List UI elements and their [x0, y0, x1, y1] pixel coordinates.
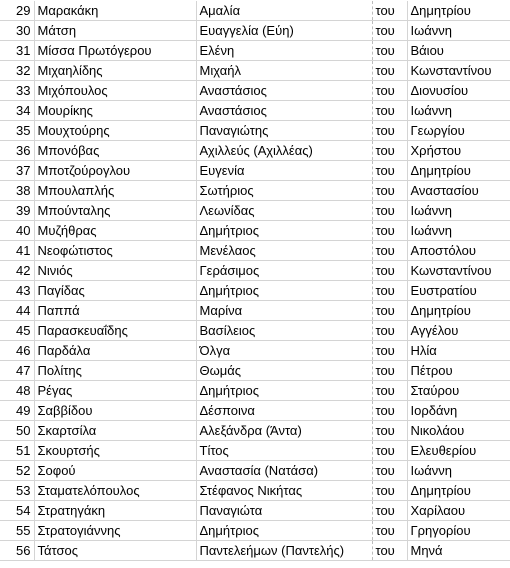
relation-cell[interactable]: του	[372, 61, 407, 81]
father-name-cell[interactable]: Αποστόλου	[407, 241, 510, 261]
relation-cell[interactable]: του	[372, 201, 407, 221]
first-name-cell[interactable]: Παναγιώτης	[196, 121, 372, 141]
surname-cell[interactable]: Μπονόβας	[34, 141, 196, 161]
first-name-cell[interactable]: Όλγα	[196, 341, 372, 361]
relation-cell[interactable]: του	[372, 361, 407, 381]
relation-cell[interactable]: του	[372, 421, 407, 441]
first-name-cell[interactable]: Τίτος	[196, 441, 372, 461]
father-name-cell[interactable]: Δημητρίου	[407, 301, 510, 321]
relation-cell[interactable]: του	[372, 341, 407, 361]
father-name-cell[interactable]: Χαρίλαου	[407, 501, 510, 521]
first-name-cell[interactable]: Δέσποινα	[196, 401, 372, 421]
relation-cell[interactable]: του	[372, 441, 407, 461]
table-row	[0, 221, 510, 241]
relation-cell[interactable]: του	[372, 541, 407, 561]
father-name-cell[interactable]: Γεωργίου	[407, 121, 510, 141]
surname-cell[interactable]: Σταματελόπουλος	[34, 481, 196, 501]
row-number-cell[interactable]: 49	[0, 401, 34, 421]
first-name-cell[interactable]: Δημήτριος	[196, 221, 372, 241]
row-number-cell[interactable]: 33	[0, 81, 34, 101]
first-name-cell[interactable]: Αναστάσιος	[196, 81, 372, 101]
relation-cell[interactable]: του	[372, 481, 407, 501]
surname-cell[interactable]: Μπούνταλης	[34, 201, 196, 221]
relation-cell[interactable]: του	[372, 381, 407, 401]
table-row	[0, 421, 510, 441]
surname-cell[interactable]: Νεοφώτιστος	[34, 241, 196, 261]
father-name-cell[interactable]: Χρήστου	[407, 141, 510, 161]
surname-cell[interactable]: Στρατογιάννης	[34, 521, 196, 541]
relation-cell[interactable]: του	[372, 161, 407, 181]
first-name-cell[interactable]: Αλεξάνδρα (Άντα)	[196, 421, 372, 441]
row-number-cell[interactable]: 40	[0, 221, 34, 241]
first-name-cell[interactable]: Ευαγγελία (Εύη)	[196, 21, 372, 41]
surname-cell[interactable]: Τάτσος	[34, 541, 196, 561]
father-name-cell[interactable]: Σταύρου	[407, 381, 510, 401]
first-name-cell[interactable]: Ευγενία	[196, 161, 372, 181]
first-name-cell[interactable]: Μενέλαος	[196, 241, 372, 261]
table-row	[0, 301, 510, 321]
surname-cell[interactable]: Μιχαηλίδης	[34, 61, 196, 81]
relation-cell[interactable]: του	[372, 41, 407, 61]
table-row	[0, 81, 510, 101]
row-number-cell[interactable]: 44	[0, 301, 34, 321]
first-name-cell[interactable]: Παντελεήμων (Παντελής)	[196, 541, 372, 561]
row-number-cell[interactable]: 52	[0, 461, 34, 481]
relation-cell[interactable]: του	[372, 261, 407, 281]
first-name-cell[interactable]: Δημήτριος	[196, 281, 372, 301]
table-row	[0, 261, 510, 281]
table-row	[0, 41, 510, 61]
first-name-cell[interactable]: Λεωνίδας	[196, 201, 372, 221]
table-row	[0, 101, 510, 121]
table-row	[0, 281, 510, 301]
row-number-cell[interactable]: 53	[0, 481, 34, 501]
surname-cell[interactable]: Μάτση	[34, 21, 196, 41]
surname-cell[interactable]: Νινιός	[34, 261, 196, 281]
father-name-cell[interactable]: Δημητρίου	[407, 1, 510, 21]
row-number-cell[interactable]: 39	[0, 201, 34, 221]
relation-cell[interactable]: του	[372, 221, 407, 241]
father-name-cell[interactable]: Γρηγορίου	[407, 521, 510, 541]
relation-cell[interactable]: του	[372, 321, 407, 341]
row-number-cell[interactable]: 54	[0, 501, 34, 521]
surname-cell[interactable]: Παρδάλα	[34, 341, 196, 361]
father-name-cell[interactable]: Αγγέλου	[407, 321, 510, 341]
table-row	[0, 541, 510, 561]
relation-cell[interactable]: του	[372, 101, 407, 121]
row-number-cell[interactable]: 34	[0, 101, 34, 121]
first-name-cell[interactable]: Βασίλειος	[196, 321, 372, 341]
father-name-cell[interactable]: Ιωάννη	[407, 461, 510, 481]
surname-cell[interactable]: Μουρίκης	[34, 101, 196, 121]
first-name-cell[interactable]: Μαρίνα	[196, 301, 372, 321]
father-name-cell[interactable]: Ιωάννη	[407, 101, 510, 121]
row-number-cell[interactable]: 31	[0, 41, 34, 61]
father-name-cell[interactable]: Δημητρίου	[407, 161, 510, 181]
table-row	[0, 461, 510, 481]
table-row	[0, 381, 510, 401]
father-name-cell[interactable]: Ιωάννη	[407, 21, 510, 41]
first-name-cell[interactable]: Σωτήριος	[196, 181, 372, 201]
row-number-cell[interactable]: 32	[0, 61, 34, 81]
surname-cell[interactable]: Μίσσα Πρωτόγερου	[34, 41, 196, 61]
father-name-cell[interactable]: Ιορδάνη	[407, 401, 510, 421]
row-number-cell[interactable]: 50	[0, 421, 34, 441]
relation-cell[interactable]: του	[372, 501, 407, 521]
relation-cell[interactable]: του	[372, 141, 407, 161]
table-row	[0, 21, 510, 41]
father-name-cell[interactable]: Διονυσίου	[407, 81, 510, 101]
first-name-cell[interactable]: Θωμάς	[196, 361, 372, 381]
surname-cell[interactable]: Μποτζούρογλου	[34, 161, 196, 181]
first-name-cell[interactable]: Γεράσιμος	[196, 261, 372, 281]
first-name-cell[interactable]: Στέφανος Νικήτας	[196, 481, 372, 501]
row-number-cell[interactable]: 45	[0, 321, 34, 341]
first-name-cell[interactable]: Δημήτριος	[196, 521, 372, 541]
surname-cell[interactable]: Μυζήθρας	[34, 221, 196, 241]
row-number-cell[interactable]: 35	[0, 121, 34, 141]
first-name-cell[interactable]: Μιχαήλ	[196, 61, 372, 81]
table-row	[0, 521, 510, 541]
surname-cell[interactable]: Σκαρτσίλα	[34, 421, 196, 441]
table-row	[0, 441, 510, 461]
surname-cell[interactable]: Μαρακάκη	[34, 1, 196, 21]
father-name-cell[interactable]: Ιωάννη	[407, 221, 510, 241]
relation-cell[interactable]: του	[372, 181, 407, 201]
first-name-cell[interactable]: Παναγιώτα	[196, 501, 372, 521]
table-row	[0, 241, 510, 261]
relation-cell[interactable]: του	[372, 301, 407, 321]
surname-cell[interactable]: Ρέγας	[34, 381, 196, 401]
father-name-cell[interactable]: Μηνά	[407, 541, 510, 561]
first-name-cell[interactable]: Ελένη	[196, 41, 372, 61]
row-number-cell[interactable]: 46	[0, 341, 34, 361]
father-name-cell[interactable]: Ελευθερίου	[407, 441, 510, 461]
table-row	[0, 1, 510, 21]
father-name-cell[interactable]: Κωνσταντίνου	[407, 261, 510, 281]
father-name-cell[interactable]: Βάιου	[407, 41, 510, 61]
relation-cell[interactable]: του	[372, 401, 407, 421]
first-name-cell[interactable]: Αναστασία (Νατάσα)	[196, 461, 372, 481]
table-row	[0, 141, 510, 161]
father-name-cell[interactable]: Αναστασίου	[407, 181, 510, 201]
first-name-cell[interactable]: Αμαλία	[196, 1, 372, 21]
table-row	[0, 181, 510, 201]
surname-cell[interactable]: Παρασκευαΐδης	[34, 321, 196, 341]
row-number-cell[interactable]: 47	[0, 361, 34, 381]
father-name-cell[interactable]: Ιωάννη	[407, 201, 510, 221]
row-number-cell[interactable]: 29	[0, 1, 34, 21]
row-number-cell[interactable]: 55	[0, 521, 34, 541]
row-number-cell[interactable]: 38	[0, 181, 34, 201]
surname-cell[interactable]: Σαββίδου	[34, 401, 196, 421]
surname-cell[interactable]: Παππά	[34, 301, 196, 321]
row-number-cell[interactable]: 51	[0, 441, 34, 461]
row-number-cell[interactable]: 48	[0, 381, 34, 401]
father-name-cell[interactable]: Ευστρατίου	[407, 281, 510, 301]
surname-cell[interactable]: Πολίτης	[34, 361, 196, 381]
table-row	[0, 61, 510, 81]
father-name-cell[interactable]: Ηλία	[407, 341, 510, 361]
row-number-cell[interactable]: 42	[0, 261, 34, 281]
surname-cell[interactable]: Μιχόπουλος	[34, 81, 196, 101]
father-name-cell[interactable]: Νικολάου	[407, 421, 510, 441]
relation-cell[interactable]: του	[372, 1, 407, 21]
first-name-cell[interactable]: Αναστάσιος	[196, 101, 372, 121]
table-row	[0, 361, 510, 381]
first-name-cell[interactable]: Αχιλλεύς (Αχιλλέας)	[196, 141, 372, 161]
row-number-cell[interactable]: 37	[0, 161, 34, 181]
table-row	[0, 161, 510, 181]
table-row	[0, 401, 510, 421]
relation-cell[interactable]: του	[372, 241, 407, 261]
relation-cell[interactable]: του	[372, 81, 407, 101]
names-table	[0, 1, 510, 561]
relation-cell[interactable]: του	[372, 281, 407, 301]
row-number-cell[interactable]: 41	[0, 241, 34, 261]
table-row	[0, 121, 510, 141]
surname-cell[interactable]: Μπουλαπλής	[34, 181, 196, 201]
table-row	[0, 501, 510, 521]
table-row	[0, 341, 510, 361]
father-name-cell[interactable]: Κωνσταντίνου	[407, 61, 510, 81]
row-number-cell[interactable]: 43	[0, 281, 34, 301]
row-number-cell[interactable]: 30	[0, 21, 34, 41]
relation-cell[interactable]: του	[372, 461, 407, 481]
relation-cell[interactable]: του	[372, 21, 407, 41]
table-row	[0, 321, 510, 341]
surname-cell[interactable]: Σοφού	[34, 461, 196, 481]
first-name-cell[interactable]: Δημήτριος	[196, 381, 372, 401]
surname-cell[interactable]: Παγίδας	[34, 281, 196, 301]
father-name-cell[interactable]: Δημητρίου	[407, 481, 510, 501]
row-number-cell[interactable]: 56	[0, 541, 34, 561]
surname-cell[interactable]: Στρατηγάκη	[34, 501, 196, 521]
surname-cell[interactable]: Σκουρτσής	[34, 441, 196, 461]
relation-cell[interactable]: του	[372, 521, 407, 541]
relation-cell[interactable]: του	[372, 121, 407, 141]
table-row	[0, 481, 510, 501]
row-number-cell[interactable]: 36	[0, 141, 34, 161]
surname-cell[interactable]: Μουχτούρης	[34, 121, 196, 141]
father-name-cell[interactable]: Πέτρου	[407, 361, 510, 381]
table-row	[0, 201, 510, 221]
names-table-body	[0, 1, 510, 561]
